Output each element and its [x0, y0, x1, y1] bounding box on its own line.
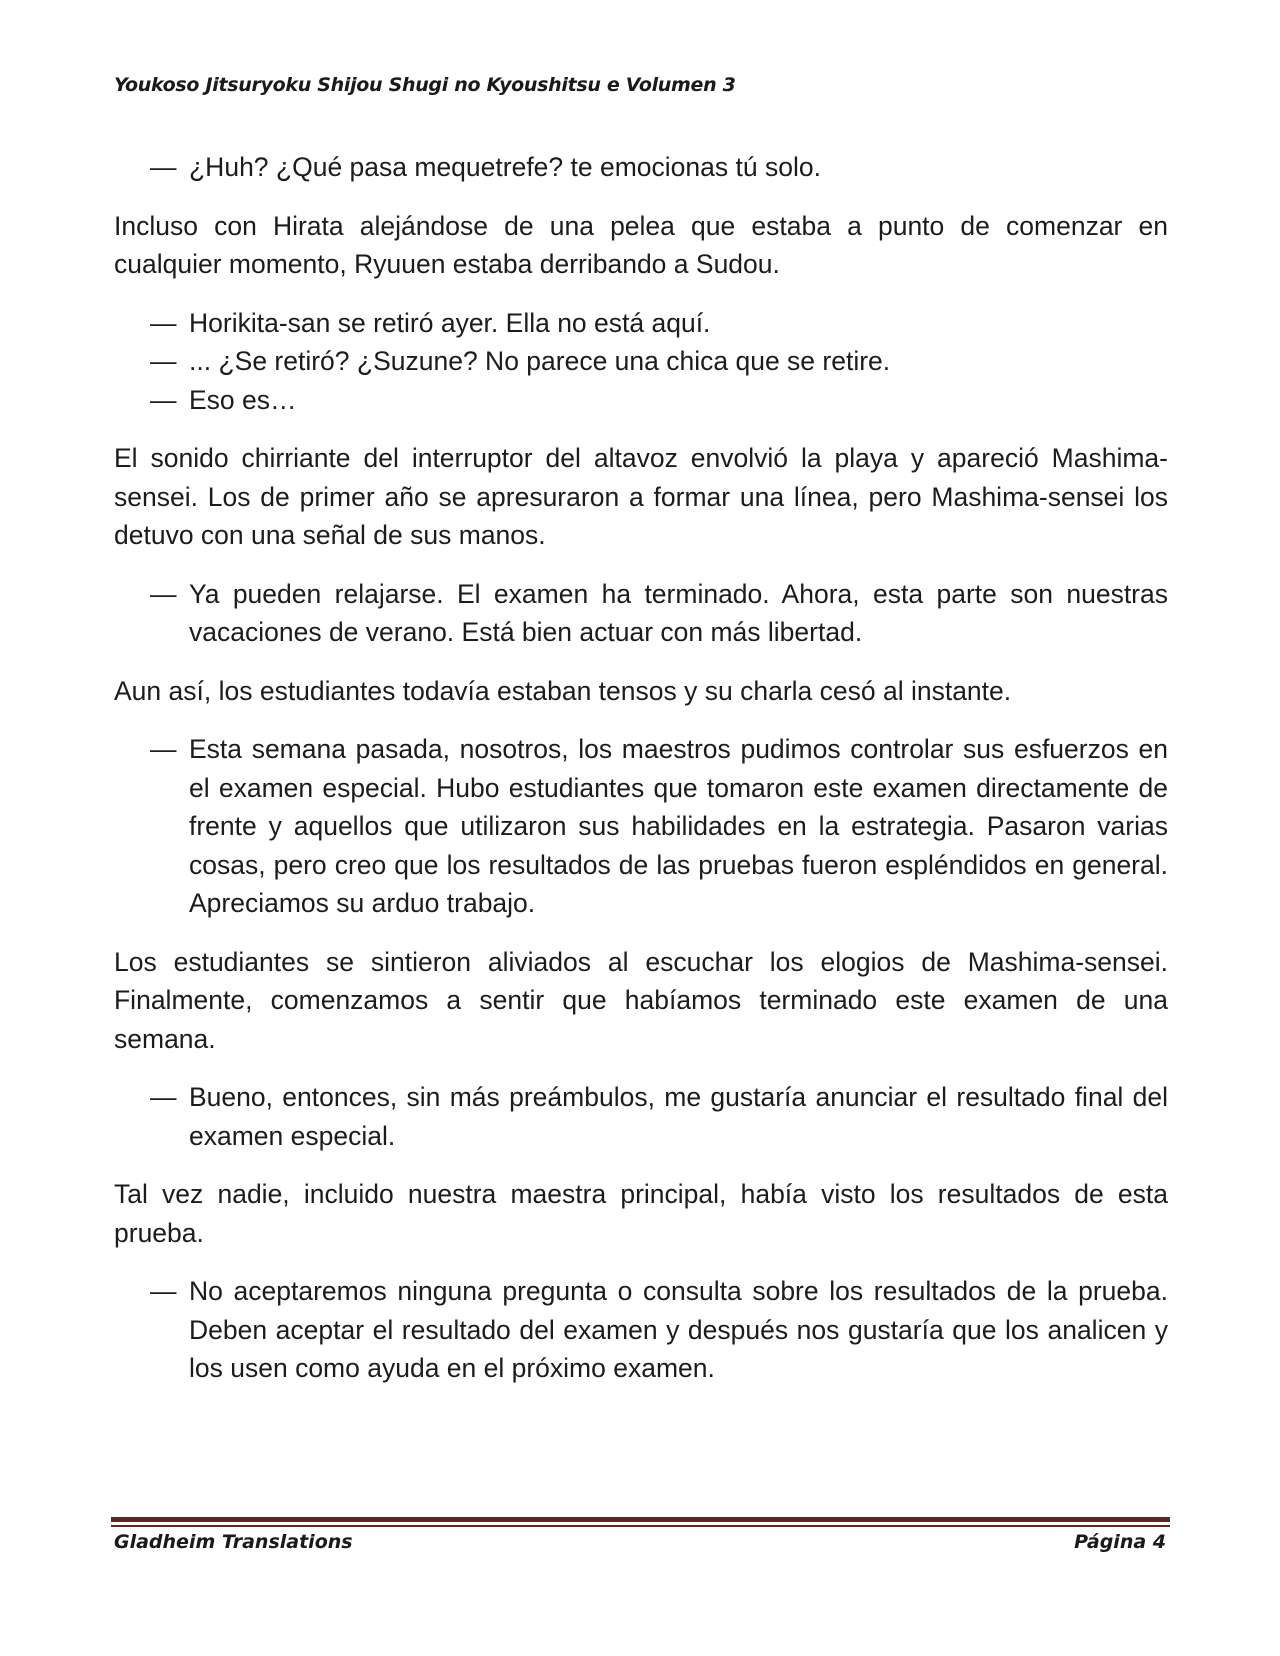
dialogue-line — [114, 342, 1168, 381]
dialog-group — [114, 304, 1168, 420]
dialogue-dash: — — [150, 1276, 177, 1306]
page-number: Página 4 — [1074, 1531, 1166, 1553]
footer-rule — [111, 1517, 1170, 1522]
dialog-group — [114, 730, 1168, 923]
dialogue-text: Bueno, entonces, sin más preámbulos, me gustaría anunciar el resultado final del examen especial. — [189, 1082, 1168, 1151]
dialogue-dash: — — [150, 307, 177, 338]
dialogue-line — [114, 1078, 1168, 1155]
dialogue-dash: — — [150, 1082, 177, 1112]
dialog-group — [114, 1272, 1168, 1388]
dialogue-line — [114, 148, 1168, 187]
body-text — [114, 148, 1168, 1408]
dialogue-line — [114, 381, 1168, 420]
dialogue-text: No aceptaremos ninguna pregunta o consulta sobre los resultados de la prueba. Deben aceptar el resultado del examen y después nos gustaría que los analicen y los usen como ayuda en el próximo examen. — [189, 1276, 1168, 1383]
dialogue-dash: — — [150, 346, 177, 376]
dialogue-dash: — — [150, 384, 177, 415]
narration-paragraph: Los estudiantes se sintieron aliviados al escuchar los elogios de Mashima-sensei. Finalmente, comenzamos a sentir que habíamos terminado este examen de una semana. — [114, 946, 1168, 1054]
dialogue-text: Ya pueden relajarse. El examen ha terminado. Ahora, esta parte son nuestras vacaciones de verano. Está bien actuar con más libertad. — [189, 578, 1168, 647]
narration-paragraph: Tal vez nadie, incluido nuestra maestra principal, había visto los resultados de esta prueba. — [114, 1179, 1168, 1248]
footer-rule-thin — [111, 1525, 1170, 1527]
dialogue-text: Horikita-san se retiró ayer. Ella no está aquí. — [189, 307, 711, 338]
dialogue-line — [114, 730, 1168, 923]
dialogue-line — [114, 575, 1168, 652]
dialogue-text: Eso es… — [189, 384, 297, 415]
dialogue-text: ¿Huh? ¿Qué pasa mequetrefe? te emocionas tú solo. — [189, 152, 821, 182]
dialogue-line — [114, 1272, 1168, 1388]
dialogue-dash: — — [150, 152, 177, 182]
dialogue-text: Esta semana pasada, nosotros, los maestros pudimos controlar sus esfuerzos en el examen especial. Hubo estudiantes que tomaron este examen directamente de frente y aquellos que utilizaron sus habilidades en la estrategia. Pasaron varias cosas, pero creo que los resultados de las pruebas fueron espléndidos en general. Apreciamos su arduo trabajo. — [189, 734, 1168, 918]
footer-publisher: Gladheim Translations — [114, 1531, 353, 1553]
dialog-group — [114, 148, 1168, 187]
dialogue-dash: — — [150, 734, 177, 764]
dialog-group — [114, 575, 1168, 652]
running-header: Youkoso Jitsuryoku Shijou Shugi no Kyoushitsu e Volumen 3 — [114, 74, 736, 96]
dialogue-text: ... ¿Se retiró? ¿Suzune? No parece una chica que se retire. — [189, 346, 891, 376]
narration-paragraph: El sonido chirriante del interruptor del altavoz envolvió la playa y apareció Mashima-sensei. Los de primer año se apresuraron a formar una línea, pero Mashima-sensei los detuvo con una señal de sus manos. — [114, 443, 1168, 550]
dialogue-dash: — — [150, 578, 177, 609]
dialog-group — [114, 1078, 1168, 1155]
narration-paragraph: Incluso con Hirata alejándose de una pelea que estaba a punto de comenzar en cualquier momento, Ryuuen estaba derribando a Sudou. — [114, 210, 1168, 279]
dialogue-line — [114, 304, 1168, 343]
narration-paragraph: Aun así, los estudiantes todavía estaban tensos y su charla cesó al instante. — [114, 675, 1012, 706]
